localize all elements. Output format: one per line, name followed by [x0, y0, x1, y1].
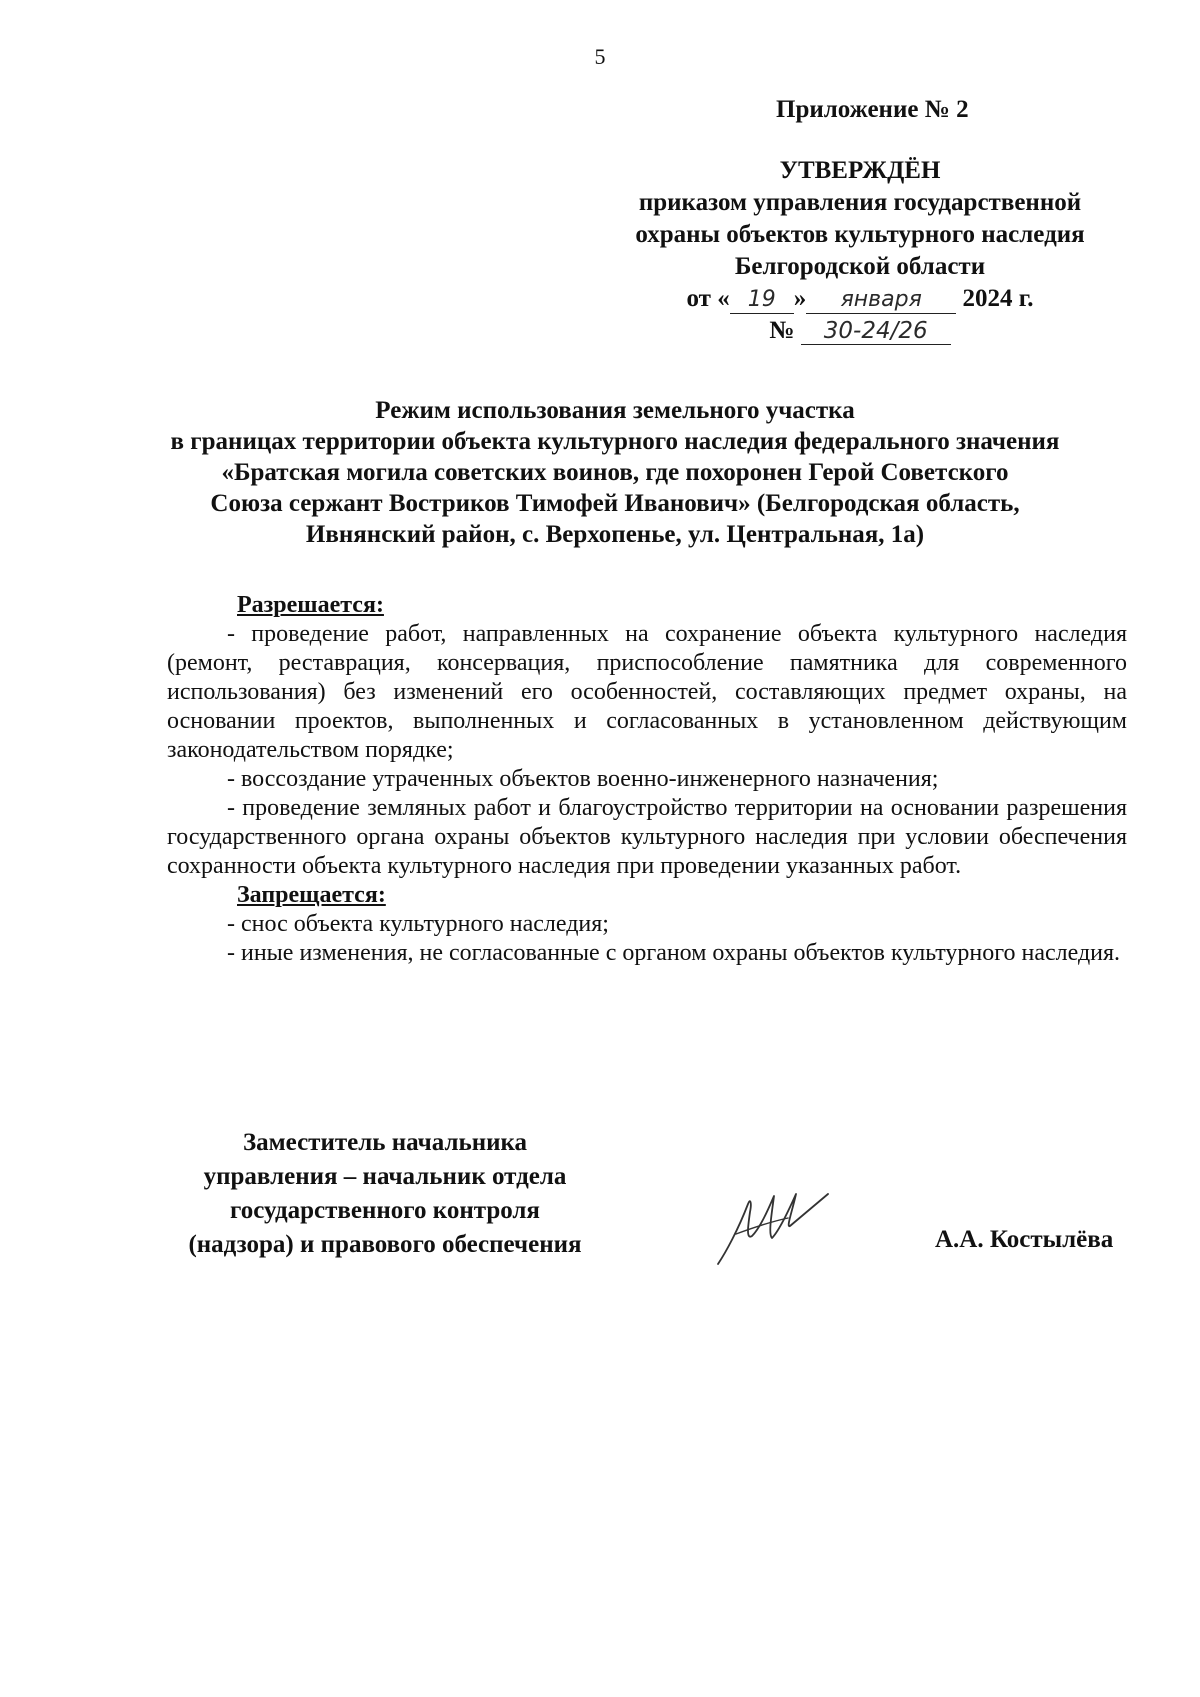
forbidden-item-2: - иные изменения, не согласованные с органом охраны объектов культурного наследия.: [227, 940, 1121, 966]
title-line-3: «Братская могила советских воинов, где похоронен Герой Советского: [221, 459, 1009, 486]
handwritten-signature: [712, 1182, 832, 1272]
approval-title: УТВЕРЖДЁН: [779, 157, 941, 184]
date-prefix: от «: [686, 285, 730, 312]
allowed-item-2: - воссоздание утраченных объектов военно-инженерного назначения;: [227, 766, 939, 792]
number-prefix: №: [769, 317, 795, 344]
appendix-label: Приложение № 2: [776, 96, 969, 123]
title-line-2: в границах территории объекта культурного наследия федерального значения: [170, 428, 1060, 455]
allowed-heading: Разрешается:: [237, 592, 384, 618]
signer-name: А.А. Костылёва: [935, 1226, 1114, 1253]
signer-position: [155, 1126, 615, 1262]
date-month-handwritten: января: [806, 287, 956, 314]
signer-line-2: управления – начальник отдела: [203, 1163, 567, 1190]
date-year: 2024 г.: [962, 285, 1034, 312]
approval-date: [590, 283, 1130, 315]
approval-line-2: охраны объектов культурного наследия: [635, 221, 1085, 248]
number-handwritten: 30-24/26: [801, 318, 951, 345]
approval-line-3: Белгородской области: [734, 253, 986, 280]
document-title: [150, 395, 1080, 550]
allowed-item-1: - проведение работ, направленных на сохранение объекта культурного наследия (ремонт, реставрация, консервация, приспособление памятника для современного использования) без изменений его особенностей, составляющих предмет охраны, на основании проектов, выполненных и согласованных в установленном действующим законодательством порядке;: [167, 621, 1127, 763]
date-day-handwritten: 19: [730, 287, 794, 314]
approval-block: [590, 155, 1130, 347]
allowed-item-3: - проведение земляных работ и благоустройство территории на основании разрешения государственного органа охраны объектов культурного наследия при условии обеспечения сохранности объекта культурного наследия при проведении указанных работ.: [167, 795, 1127, 879]
title-line-4: Союза сержант Востриков Тимофей Иванович» (Белгородская область,: [210, 490, 1020, 517]
forbidden-heading: Запрещается:: [237, 882, 386, 908]
signer-line-1: Заместитель начальника: [242, 1129, 528, 1156]
page-number: 5: [594, 44, 606, 69]
approval-line-1: приказом управления государственной: [638, 189, 1082, 216]
allowed-section: [167, 591, 1127, 968]
signer-line-3: государственного контроля: [230, 1197, 540, 1224]
title-line-5: Ивнянский район, с. Верхопенье, ул. Центральная, 1а): [305, 521, 925, 548]
title-line-1: Режим использования земельного участка: [375, 397, 855, 424]
forbidden-item-1: - снос объекта культурного наследия;: [227, 911, 609, 937]
signer-line-4: (надзора) и правового обеспечения: [188, 1231, 582, 1258]
date-mid: »: [793, 285, 807, 312]
approval-number: [590, 315, 1130, 347]
